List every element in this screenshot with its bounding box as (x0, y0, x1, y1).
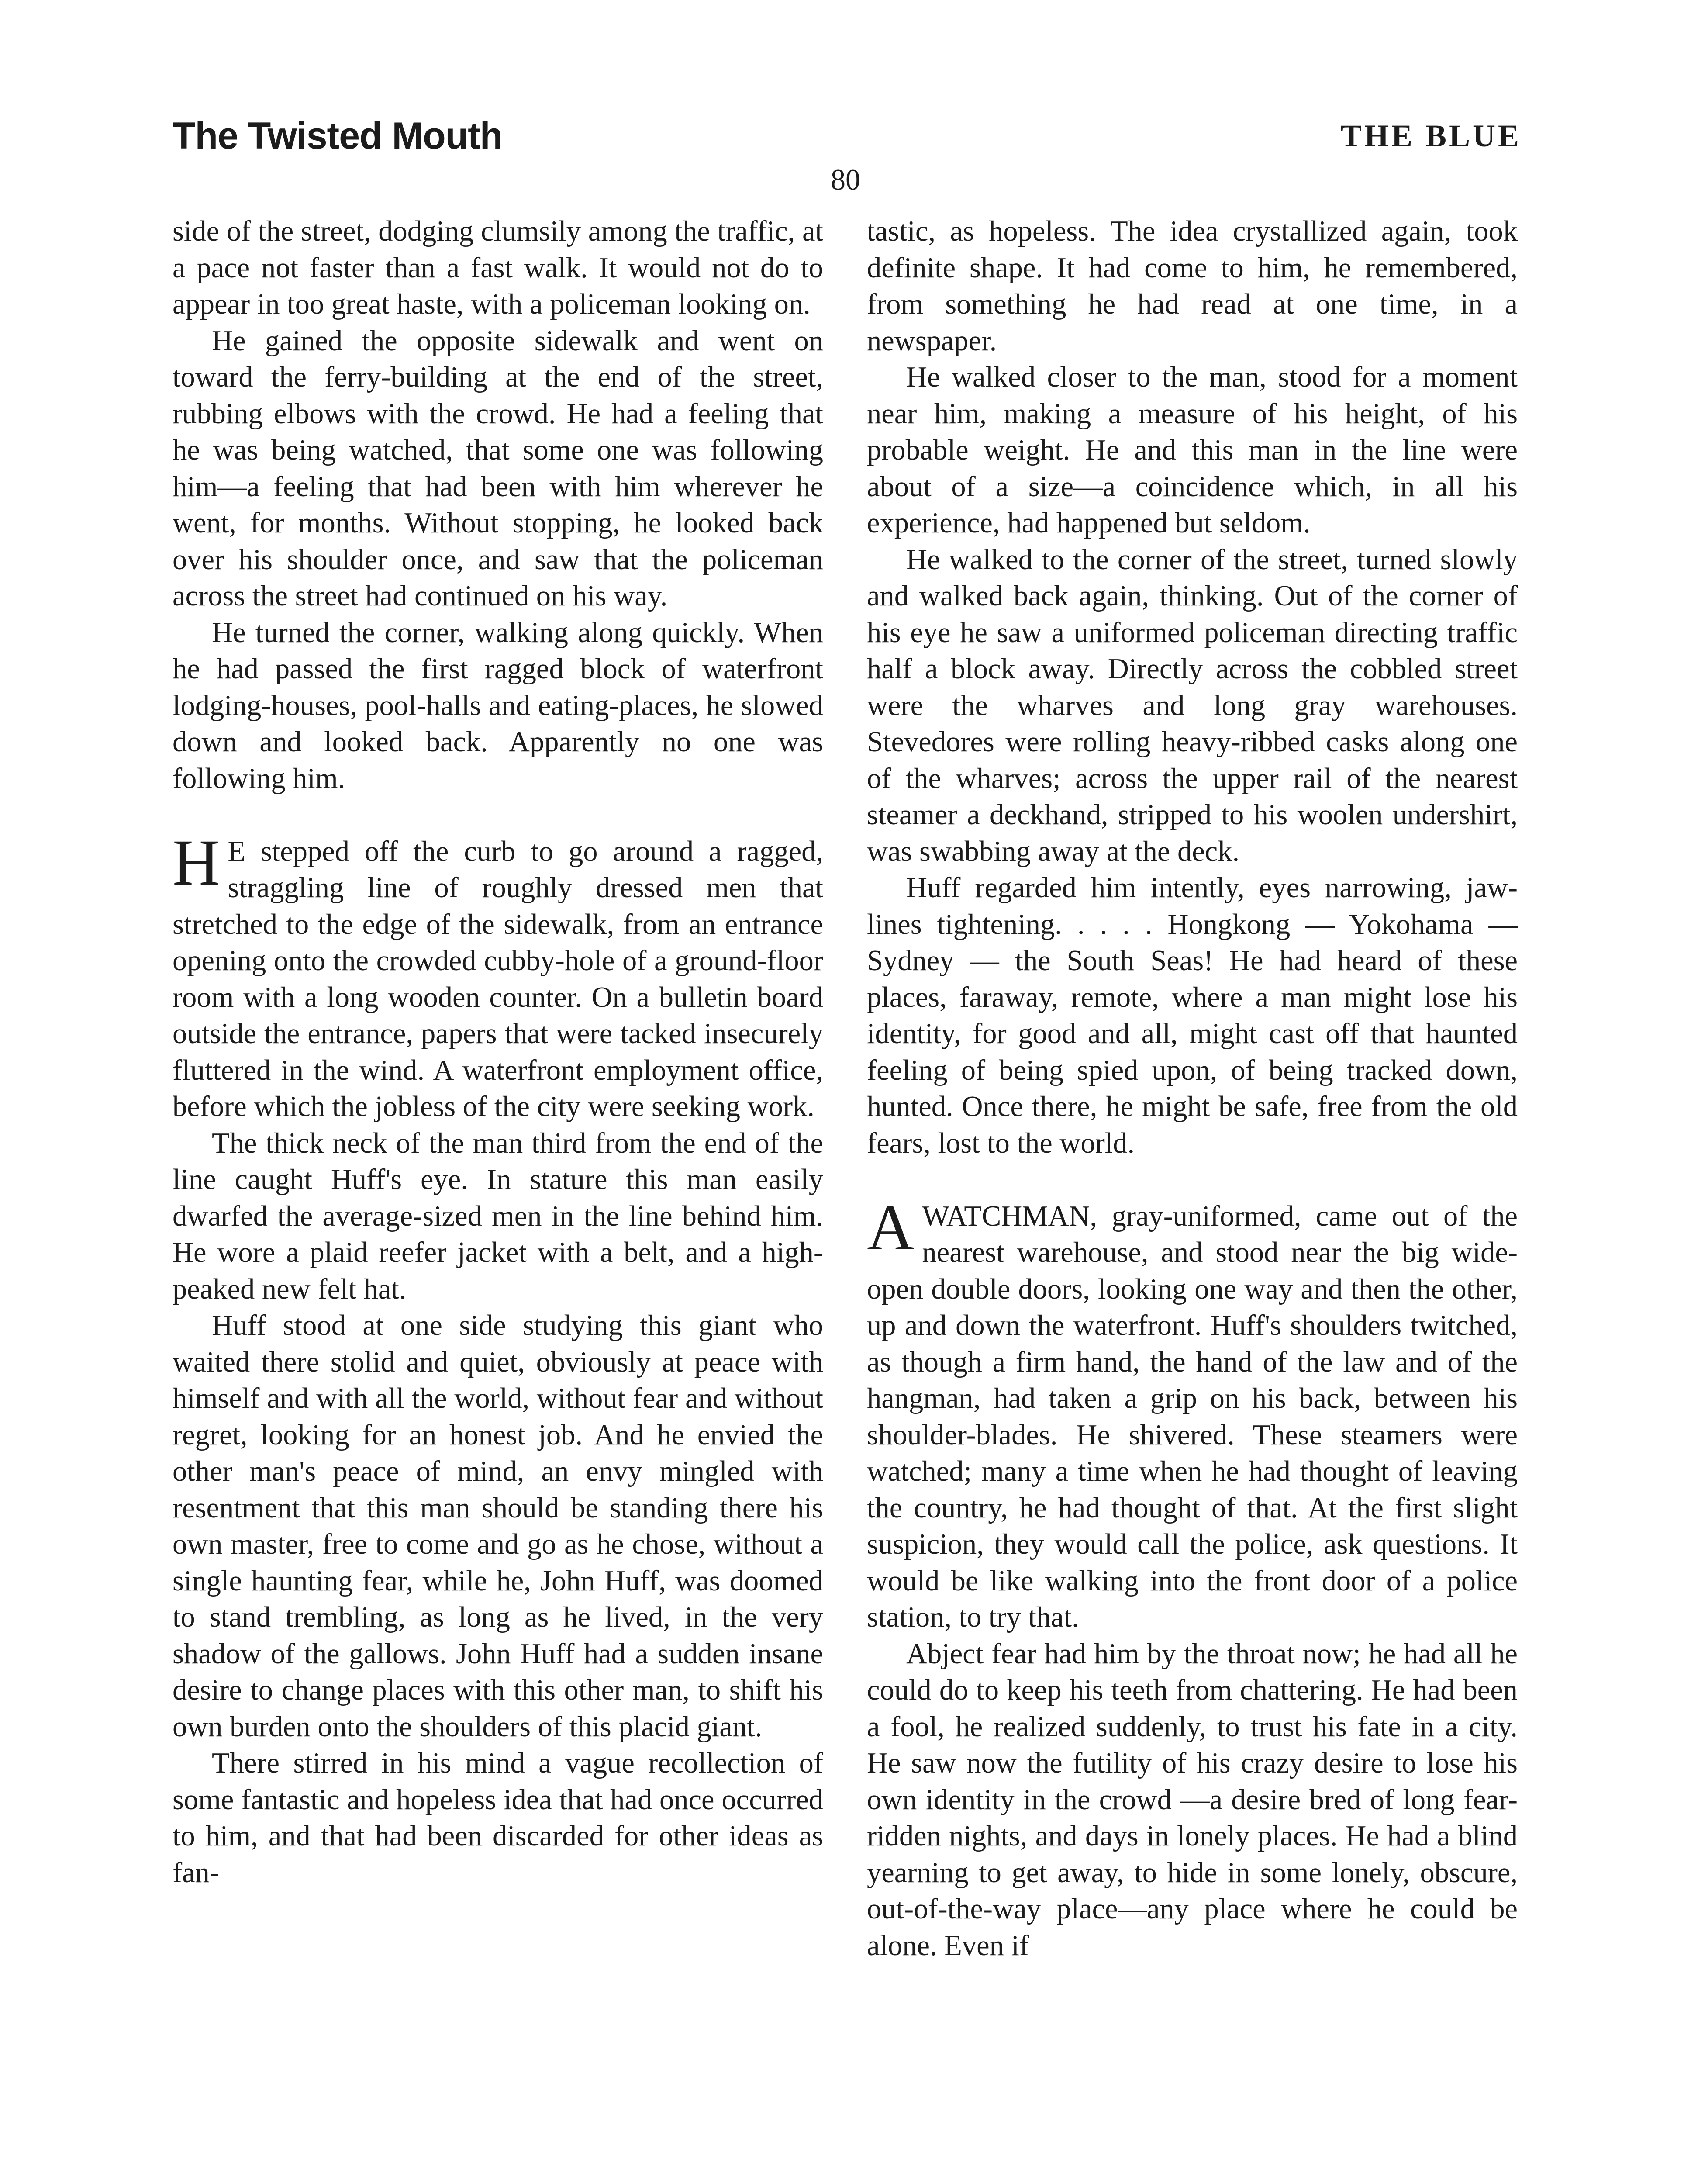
paragraph: There stirred in his mind a vague recollection of some fantastic and hopeless idea that had once occurred to him, and that had been discarded for other ideas as fan- (173, 1747, 823, 1889)
page-number: 80 (831, 163, 860, 196)
paragraph: He turned the corner, walking along quickly. When he had passed the first ragged block of waterfront lodging-houses, pool-halls and eating-places, he slowed down and looked back. Apparently no one was following him. (173, 616, 823, 795)
paragraph: Huff stood at one side studying this giant who waited there stolid and quiet, obviously at peace with himself and with all the world, without fear and without regret, looking for an honest job. And he envied the other man's peace of mind, an envy mingled with resentment that this man should be standing there his own master, free to come and go as he chose, without a single haunting fear, while he, John Huff, was doomed to stand trembling, as long as he lived, in the very shadow of the gallows. John Huff had a sudden insane desire to change places with this other man, to shift his own burden onto the shoulders of this placid giant. (173, 1310, 823, 1743)
section-paragraph (867, 1191, 1518, 1636)
paragraph-text: WATCHMAN, gray-uniformed, came out of the nearest warehouse, and stood near the big wide-open double doors, looking one way and then the other, up and down the waterfront. Huff's shoulders twitched, as though a firm hand, the hand of the law and of the hangman, had taken a grip on his back, between his shoulder-blades. He shivered. These steamers were watched; many a time when he had thought of leaving the country, he had thought of that. At the first slight suspicion, they would call the police, ask questions. It would be like walking into the front door of a police station, to try that. (867, 1200, 1518, 1633)
magazine-name: THE BLUE (1340, 118, 1522, 153)
paragraph-text: E stepped off the curb to go around a ragged, straggling line of roughly dressed men that stretched to the edge of the sidewalk, from an entrance opening onto the crowded cubby-hole of a ground-floor room with a long wooden counter. On a bulletin board outside the entrance, papers that were tacked insecurely fluttered in the wind. A waterfront employment office, before which the jobless of the city were seeking work. (173, 835, 823, 1123)
paragraph: He gained the opposite sidewalk and went on toward the ferry-building at the end of the street, rubbing elbows with the crowd. He had a feeling that he was being watched, that some one was following him—a feeling that had been with him wherever he went, for months. Without stopping, he looked back over his shoulder once, and saw that the policeman across the street had continued on his way. (173, 325, 823, 612)
paragraph: side of the street, dodging clumsily among the traffic, at a pace not faster than a fast walk. It would not do to appear in too great haste, with a policeman looking on. (173, 215, 823, 320)
paragraph: Abject fear had him by the throat now; he had all he could do to keep his teeth from chattering. He had been a fool, he realized suddenly, to trust his fate in a city. He saw now the futility of his crazy desire to lose his own identity in the crowd —a desire bred of long fear-ridden nights, and days in lonely places. He had a blind yearning to get away, to hide in some lonely, obscure, out-of-the-way place—any place where he could be alone. Even if (867, 1638, 1518, 1962)
right-column (867, 213, 1518, 1964)
paragraph: He walked closer to the man, stood for a moment near him, making a measure of his height, of his probable weight. He and this man in the line were about of a size—a coincidence which, in all his experience, had happened but seldom. (867, 361, 1518, 539)
running-title: The Twisted Mouth (173, 115, 503, 157)
left-column (173, 213, 823, 1891)
drop-cap: H (173, 826, 220, 899)
drop-cap: A (867, 1191, 915, 1264)
paragraph: tastic, as hopeless. The idea crystallized again, took definite shape. It had come to him, he remembered, from something he had read at one time, in a newspaper. (867, 215, 1518, 357)
paragraph: He walked to the corner of the street, turned slowly and walked back again, thinking. Out of the corner of his eye he saw a uniformed policeman directing traffic half a block away. Directly across the cobbled street were the wharves and long gray warehouses. Stevedores were rolling heavy-ribbed casks along one of the wharves; across the upper rail of the nearest steamer a deckhand, stripped to his woolen undershirt, was swabbing away at the deck. (867, 543, 1518, 867)
paragraph: Huff regarded him intently, eyes narrowing, jaw-lines tightening. . . . . Hongkong — Yokohama — Sydney — the South Seas! He had heard of these places, faraway, remote, where a man might lose his identity, for good and all, might cast off that haunted feeling of being spied upon, of being tracked down, hunted. Once there, he might be safe, free from the old fears, lost to the world. (867, 872, 1518, 1159)
section-paragraph (173, 826, 823, 1125)
paragraph: The thick neck of the man third from the end of the line caught Huff's eye. In stature this man easily dwarfed the average-sized men in the line behind him. He wore a plaid reefer jacket with a belt, and a high-peaked new felt hat. (173, 1127, 823, 1305)
